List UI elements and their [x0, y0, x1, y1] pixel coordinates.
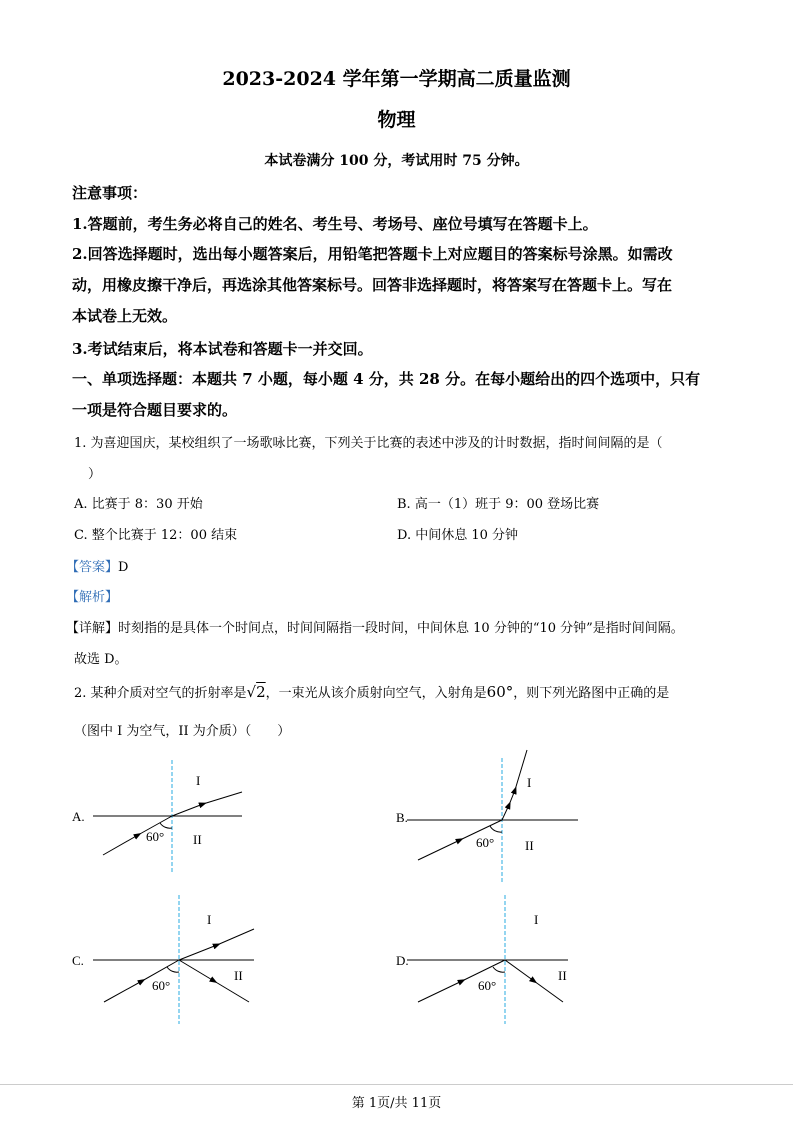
stem-part: ，则下列光路图中正确的是	[513, 686, 670, 701]
angle-label: 60°	[146, 829, 165, 844]
q1-option-b: B. 高一（1）班于 9：00 登场比赛	[397, 497, 600, 512]
q2-stem-end: （图中 I 为空气，II 为介质）（ ）	[74, 724, 291, 739]
angle-arc	[493, 967, 505, 972]
medium-label: II	[193, 832, 202, 847]
refracted-ray	[179, 929, 254, 960]
notice-line: 动，用橡皮擦干净后，再选涂其他答案标号。回答非选择题时，将答案写在答题卡上。写在	[72, 276, 673, 294]
page-number: 第 1页/共 11页	[351, 1096, 442, 1111]
option-label: B.	[396, 810, 408, 825]
angle-arc	[160, 823, 172, 828]
diagram-a	[72, 760, 242, 873]
notice-heading: 注意事项：	[72, 184, 148, 202]
q1-conclusion: 故选 D。	[74, 652, 128, 667]
diagram-b	[396, 750, 578, 883]
reflected-ray	[505, 960, 563, 1002]
angle-label: 60°	[152, 978, 171, 993]
stem-part: ，一束光从该介质射向空气，入射角是	[265, 686, 487, 701]
section-heading: 一、单项选择题：本题共 7 小题，每小题 4 分，共 28 分。在每小题给出的四个选项中，只有	[72, 370, 701, 388]
option-label: D.	[396, 953, 409, 968]
sqrt-expression: √2	[246, 683, 266, 701]
exam-info: 本试卷满分 100 分，考试用时 75 分钟。	[264, 153, 529, 169]
diagram-d	[396, 895, 568, 1024]
air-label: I	[534, 912, 539, 927]
angle-label: 60°	[478, 978, 497, 993]
option-label: A.	[72, 809, 85, 824]
medium-label: II	[558, 968, 567, 983]
notice-line: 1.答题前，考生务必将自己的姓名、考生号、考场号、座位号填写在答题卡上。	[72, 215, 598, 233]
q1-stem: 1. 为喜迎国庆，某校组织了一场歌咏比赛，下列关于比赛的表述中涉及的计时数据，指时间间隔的是（	[74, 436, 663, 451]
angle-label: 60°	[476, 835, 495, 850]
medium-label: II	[525, 838, 534, 853]
stem-part: 2. 某种介质对空气的折射率是	[74, 686, 247, 701]
q1-option-a: A. 比赛于 8：30 开始	[74, 497, 203, 512]
sqrt-value: 2	[256, 683, 266, 701]
footer-divider	[0, 1084, 793, 1085]
angle-arc	[490, 826, 502, 832]
air-label: I	[207, 912, 212, 927]
option-label: C.	[72, 953, 84, 968]
q1-stem-end: ）	[88, 467, 102, 482]
analysis-label: 【解析】	[66, 590, 119, 605]
section-heading: 一项是符合题目要求的。	[72, 401, 238, 419]
diagram-c	[72, 895, 254, 1024]
refracted-ray	[502, 750, 527, 820]
q1-option-d: D. 中间休息 10 分钟	[397, 528, 519, 543]
detail-text: 时刻指的是具体一个时间点，时间间隔指一段时间，中间休息 10 分钟的“10 分钟”是指时间间隔。	[118, 621, 684, 636]
incident-angle: 60°	[486, 683, 514, 701]
answer-label: 【答案】	[66, 560, 119, 575]
notice-line: 2.回答选择题时，选出每小题答案后，用铅笔把答题卡上对应题目的答案标号涂黑。如需改	[72, 245, 673, 263]
detail-label: 【详解】	[66, 621, 119, 636]
notice-line: 3.考试结束后，将本试卷和答题卡一并交回。	[72, 340, 373, 358]
refracted-ray	[172, 792, 242, 816]
notice-line: 本试卷上无效。	[72, 307, 178, 325]
exam-title: 2023-2024 学年第一学期高二质量监测	[222, 68, 571, 90]
air-label: I	[196, 773, 201, 788]
air-label: I	[527, 775, 532, 790]
angle-arc	[167, 967, 179, 972]
medium-label: II	[234, 968, 243, 983]
subject-title: 物理	[377, 109, 416, 131]
answer-value: D	[118, 560, 129, 575]
q1-option-c: C. 整个比赛于 12：00 结束	[74, 528, 238, 543]
